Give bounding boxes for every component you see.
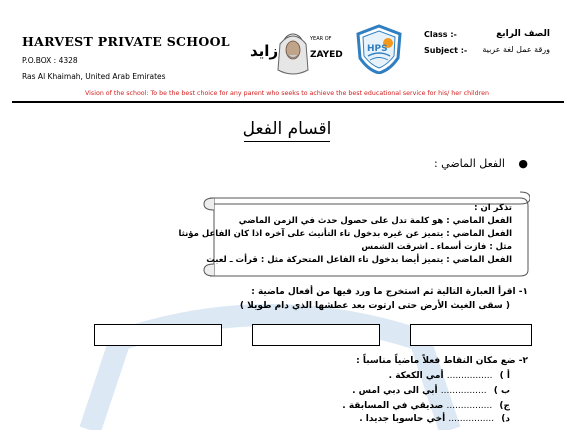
fill-blank[interactable]: ................ [440,386,487,396]
reminder-lines [178,202,512,267]
fill-item-letter: ج) [499,401,510,411]
school-name: HARVEST PRIVATE SCHOOL [22,34,230,49]
answer-box[interactable] [410,324,532,346]
fill-item-text: أخي حاسوبا جديدا . [359,414,446,424]
exercise2-instruction: ٢- ضع مكان النقاط فعلاً ماضياً مناسباً : [356,356,528,366]
fill-item-letter: د) [501,414,510,424]
header-divider [12,101,564,103]
fill-blank[interactable]: ................ [448,414,495,424]
fill-item [342,401,510,411]
reminder-line: مثل : فازت أسماء ـ اشرقت الشمس [361,242,512,252]
year-of-zayed-logo [248,22,343,82]
grade-label: الصف الرابع [496,29,550,39]
vision-statement [0,90,574,97]
subject-label: Subject :- [424,46,468,55]
fill-item-text: أمي الكعكة . [388,371,444,381]
fill-item-letter: أ ) [499,371,510,381]
fill-item-text: صديقي في المسابقة . [342,401,444,411]
reminder-heading: تذكر ان : [474,203,512,213]
fill-item [389,371,510,381]
page-title: اقسام الفعل [242,119,332,139]
school-address: Ras Al Khaimah, United Arab Emirates [22,72,166,81]
vision-text: be the best choice for any parent who seeks to achieve the best educational service for his/ her children [159,90,489,97]
logo-text: HPS [367,44,388,54]
reminder-line: الفعل الماضي : يتميز عن غيره بدخول تاء التأنيث على آخره اذا كان الفاعل مؤنثا [178,229,512,239]
title-underline [244,141,330,142]
zayed-english-text: ZAYED [310,50,343,60]
fill-item [352,386,510,396]
answer-box[interactable] [252,324,380,346]
reminder-line: الفعل الماضي : هو كلمة تدل على حصول حدث في الزمن الماضي [238,216,512,226]
vision-label: Vision of the school: To [85,90,158,97]
fill-item [359,414,510,424]
answer-box[interactable] [94,324,222,346]
reminder-scroll [178,190,530,278]
fill-blank[interactable]: ................ [446,401,493,411]
zayed-arabic-text: زايد [250,42,279,60]
fill-item-letter: ب ) [493,386,510,396]
hps-logo [354,24,404,74]
zayed-year-text: YEAR OF [310,36,332,42]
bullet-icon: ● [518,157,528,170]
worksheet-label: ورقة عمل لغة عربية [482,45,550,54]
exercise1-instruction: ١- اقرأ العبارة التالية ثم استخرج ما ورد فيها من أفعال ماضية : [251,287,528,297]
exercise1-sentence: ( سقى الغيث الأرض حتى ارتوت بعد عطشها الذي دام طويلا ) [239,301,510,311]
fill-blank[interactable]: ................ [446,371,493,381]
school-pobox: P.O.BOX : 4328 [22,56,78,65]
fill-item-text: أبي الى دبي امس . [352,386,438,396]
bullet-past-tense [434,157,528,170]
reminder-line: الفعل الماضي : يتميز أيضا بدخول تاء الفاعل المتحركة مثل : قرأت ـ لعبت [206,255,512,265]
bullet-text: الفعل الماضي : [433,157,505,170]
class-label: Class :- [424,30,457,39]
